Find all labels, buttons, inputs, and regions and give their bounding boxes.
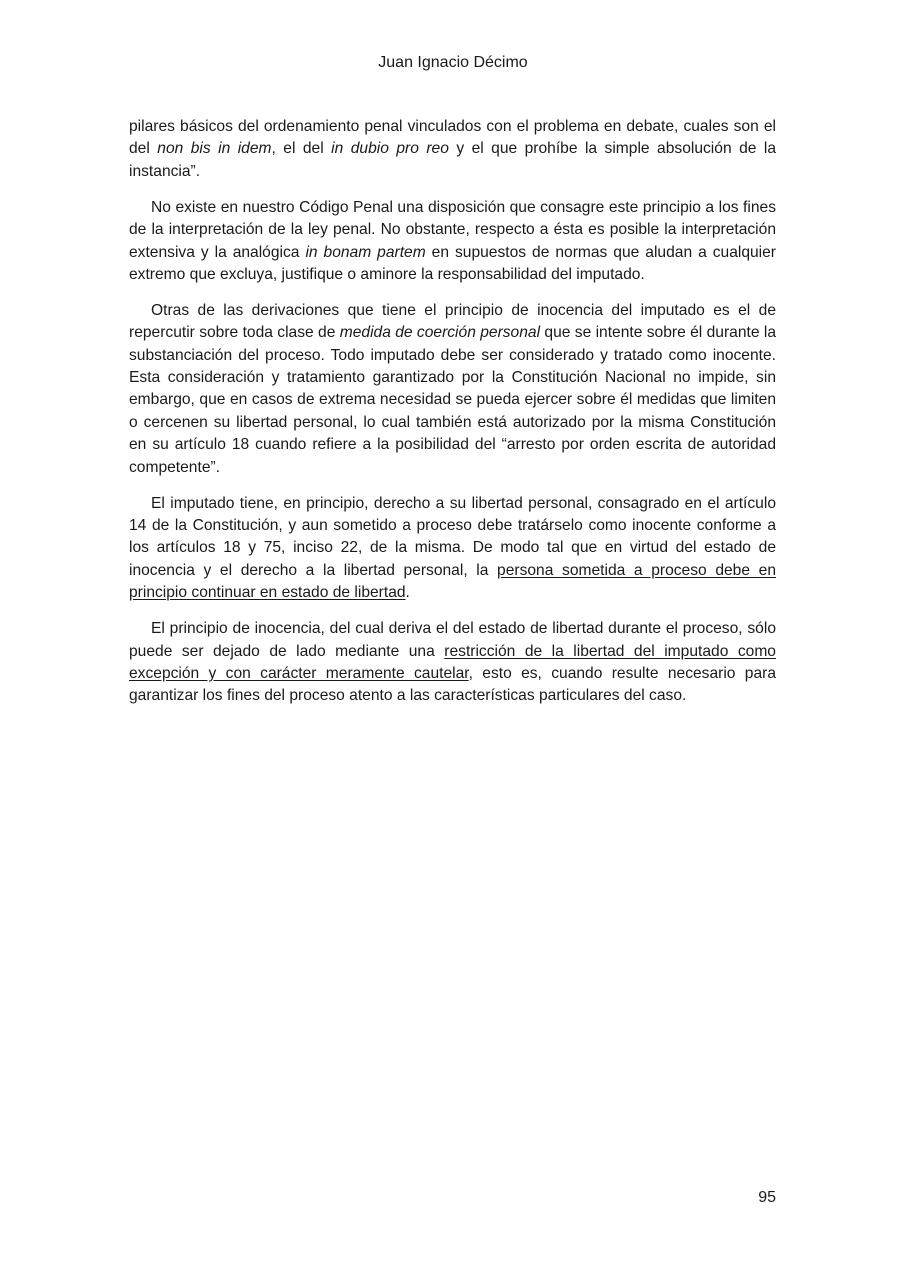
text-run: que se intente sobre él durante la substanciación del proceso. Todo imputado debe ser considerado y tratado como inocente. Esta consideración y tratamiento garantizado por la Constitución Nacional no impide, sin embargo, que en casos de extrema necesidad se pueda ejercer sobre él medidas que limiten o cercenen su libertad personal, lo cual también está autorizado por la misma Constitución en su artículo 18 cuando refiere a la posibilidad del “arresto por orden escrita de autoridad competente”. xyxy=(129,324,776,476)
paragraph-restriction xyxy=(129,618,776,708)
text-run: El imputado tiene, en principio, derecho a su libertad personal, consagrado en el artículo 14 de la Constitución, y aun sometido a proceso debe tratárselo como inocente conforme a los artículos 18 y 75, inciso 22, de la misma. De modo tal que en virtud del estado de inocencia y el derecho a la libertad personal, la xyxy=(129,494,776,579)
running-header-author: Juan Ignacio Décimo xyxy=(378,54,528,71)
italic-term-non-bis-in-idem: non bis in idem xyxy=(157,140,272,158)
text-run: en supuestos de normas que aludan a cualquier extremo que excluya, justifique o aminore la responsabilidad del imputado. xyxy=(129,243,777,283)
italic-term-in-dubio-pro-reo: in dubio pro reo xyxy=(331,140,449,158)
paragraph-personal-liberty xyxy=(129,493,776,605)
text-run: , el del xyxy=(271,140,332,158)
paragraph-coercion xyxy=(129,300,776,479)
text-run: y el que prohíbe la simple absolución de la instancia”. xyxy=(129,140,776,180)
text-run: El principio de inocencia, del cual deriva el del estado de libertad durante el proceso, sólo puede ser dejado de lado mediante una xyxy=(129,620,776,660)
text-run: , esto es, cuando resulte necesario para garantizar los fines del proceso atento a las características particulares del caso. xyxy=(129,664,776,705)
paragraph-interpretation xyxy=(129,197,776,287)
text-run: Otras de las derivaciones que tiene el principio de inocencia del imputado es el de repercutir sobre toda clase de xyxy=(129,301,776,342)
underlined-phrase-restriction: restricción de la libertad del imputado como excepción y con carácter meramente cautelar xyxy=(129,642,776,682)
text-run: . xyxy=(405,584,410,602)
page-number: 95 xyxy=(758,1189,776,1206)
underlined-phrase-state-of-liberty: persona sometida a proceso debe en principio continuar en estado de libertad xyxy=(129,561,776,602)
italic-term-medida-de-coercion: medida de coerción personal xyxy=(339,324,541,342)
body-text xyxy=(129,116,776,721)
text-run: No existe en nuestro Código Penal una disposición que consagre este principio a los fines de la interpretación de la ley penal. No obstante, respecto a ésta es posible la interpretación extensiva y la analógica xyxy=(129,198,776,261)
paragraph-continuation xyxy=(129,116,776,183)
italic-term-in-bonam-partem: in bonam partem xyxy=(305,243,426,261)
text-run: pilares básicos del ordenamiento penal vinculados con el problema en debate, cuales son el del xyxy=(129,118,776,158)
